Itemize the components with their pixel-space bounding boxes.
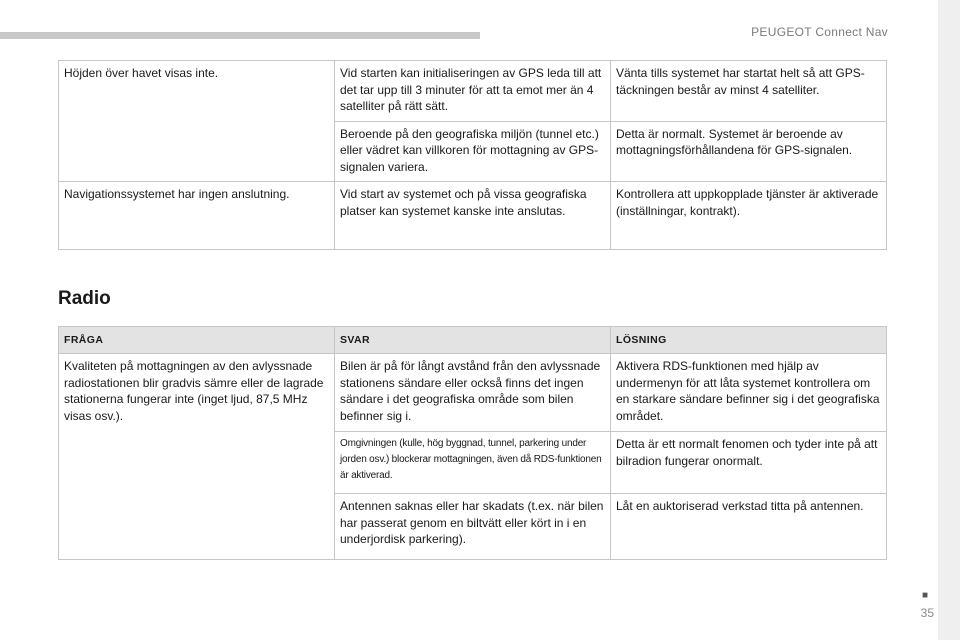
header-question: FRÅGA	[59, 327, 335, 354]
radio-troubleshooting-table	[58, 326, 887, 560]
solution-cell: Låt en auktoriserad verkstad titta på antennen.	[611, 494, 887, 560]
question-cell: Kvaliteten på mottagningen av den avlyssnade radiostationen blir gradvis sämre eller de lagrade stationerna fungerar inte (inget ljud, 87,5 MHz visas osv.).	[59, 354, 335, 560]
table-header-row	[59, 327, 887, 354]
solution-cell: Aktivera RDS-funktionen med hjälp av undermenyn för att låta systemet kontrollera om en starkare sändare befinner sig i det geografiska området.	[611, 354, 887, 432]
cause-cell: Beroende på den geografiska miljön (tunnel etc.) eller vädret kan villkoren för mottagning av GPS-signalen variera.	[335, 121, 611, 182]
solution-cell: Vänta tills systemet har startat helt så att GPS-täckningen består av minst 4 satelliter.	[611, 61, 887, 122]
solution-cell: Detta är ett normalt fenomen och tyder inte på att bilradion fungerar onormalt.	[611, 432, 887, 494]
side-margin-bar	[938, 0, 960, 640]
table-row	[59, 354, 887, 432]
header-answer: SVAR	[335, 327, 611, 354]
table-row	[59, 182, 887, 250]
page-number: 35	[920, 606, 934, 620]
section-title: Radio	[58, 288, 111, 309]
page-marker: ■	[921, 590, 928, 601]
cause-cell: Antennen saknas eller har skadats (t.ex. när bilen har passerat genom en biltvätt eller kört in i en underjordisk parkering).	[335, 494, 611, 560]
solution-cell: Detta är normalt. Systemet är beroende av mottagningsförhållandena för GPS-signalen.	[611, 121, 887, 182]
brand-title: PEUGEOT Connect Nav	[751, 25, 888, 39]
question-cell: Navigationssystemet har ingen anslutning.	[59, 182, 335, 250]
solution-cell: Kontrollera att uppkopplade tjänster är aktiverade (inställningar, kontrakt).	[611, 182, 887, 250]
table-row	[59, 61, 887, 122]
header-solution: LÖSNING	[611, 327, 887, 354]
gps-troubleshooting-table	[58, 60, 887, 250]
cause-cell: Vid starten kan initialiseringen av GPS leda till att det tar upp till 3 minuter för att ta emot mer än 4 satelliter på rätt sätt.	[335, 61, 611, 122]
header-rule	[0, 32, 480, 39]
cause-cell: Bilen är på för långt avstånd från den avlyssnade stationens sändare eller också finns det ingen sändare i det geografiska område som bilen befinner sig i.	[335, 354, 611, 432]
cause-cell: Omgivningen (kulle, hög byggnad, tunnel, parkering under jorden osv.) blockerar mottagningen, även då RDS-funktionen är aktiverad.	[335, 432, 611, 494]
question-cell: Höjden över havet visas inte.	[59, 61, 335, 182]
cause-cell: Vid start av systemet och på vissa geografiska platser kan systemet kanske inte anslutas.	[335, 182, 611, 250]
